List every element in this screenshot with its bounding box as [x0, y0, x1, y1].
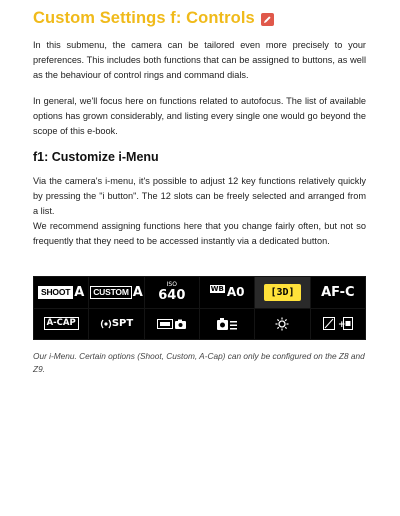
custom-value: A: [132, 284, 143, 300]
metering-value: [3D]: [264, 284, 300, 301]
card-format-icon: [323, 317, 353, 331]
wb-value: A0: [226, 285, 245, 300]
section-paragraph-1: Via the camera's i-menu, it's possible to adjust 12 key functions relatively quickly by pressing the "i button". The 12 slots can be freely selected and arranged from a list.: [33, 176, 366, 216]
svg-text:+: +: [337, 319, 346, 330]
page-title: [33, 9, 274, 28]
camera-settings-icon: [216, 317, 238, 331]
imenu-slot-shoot: [34, 277, 88, 308]
imenu-slot-spt: [89, 309, 143, 340]
sound-wave-icon: [100, 319, 112, 329]
imenu-slot-custom: [89, 277, 143, 308]
shoot-badge: SHOOT: [38, 286, 73, 299]
af-mode-value: AF-C: [321, 284, 355, 300]
imenu-slot-acap: [34, 309, 88, 340]
i-menu-screenshot: [33, 276, 366, 340]
imenu-slot-view-mode: [145, 309, 199, 340]
imenu-slot-picture-control: [200, 309, 254, 340]
acap-value: A-CAP: [44, 317, 79, 330]
intro-paragraph: In this submenu, the camera can be tailored even more precisely to your preferences. This includes both functions that can be assigned to buttons, as well as the behaviour of control rings and command dials.: [33, 40, 366, 80]
imenu-slot-metering-selected: [255, 277, 309, 308]
section-paragraph-2: We recommend assigning functions here that you change fairly often, but not so frequently that they need to be accessed instantly via a dedicated button.: [33, 221, 366, 246]
brightness-sun-icon: [275, 317, 289, 331]
view-camera-icon: [157, 318, 187, 330]
iso-label: ISO: [166, 281, 177, 289]
section-heading: f1: Customize i-Menu: [33, 150, 159, 164]
imenu-slot-af-mode: [311, 277, 365, 308]
page-title-text: Custom Settings f: Controls: [33, 9, 255, 27]
spt-value: SPT: [111, 318, 134, 330]
imenu-slot-brightness: [255, 309, 309, 340]
imenu-slot-card-format: [311, 309, 365, 340]
figure-caption: Our i-Menu. Certain options (Shoot, Custom, A-Cap) can only be configured on the Z8 and Z9.: [33, 351, 365, 374]
wb-label: WB: [210, 285, 224, 294]
iso-value: 640: [158, 288, 186, 304]
focus-paragraph: In general, we'll focus here on functions related to autofocus. The list of available options has grown considerably, and listing every single one would go beyond the scope of this e-book.: [33, 96, 366, 136]
shoot-value: A: [74, 284, 85, 300]
edit-icon[interactable]: [261, 13, 274, 26]
custom-badge: CUSTOM: [90, 286, 131, 299]
imenu-slot-wb: [200, 277, 254, 308]
imenu-slot-iso: [145, 277, 199, 308]
